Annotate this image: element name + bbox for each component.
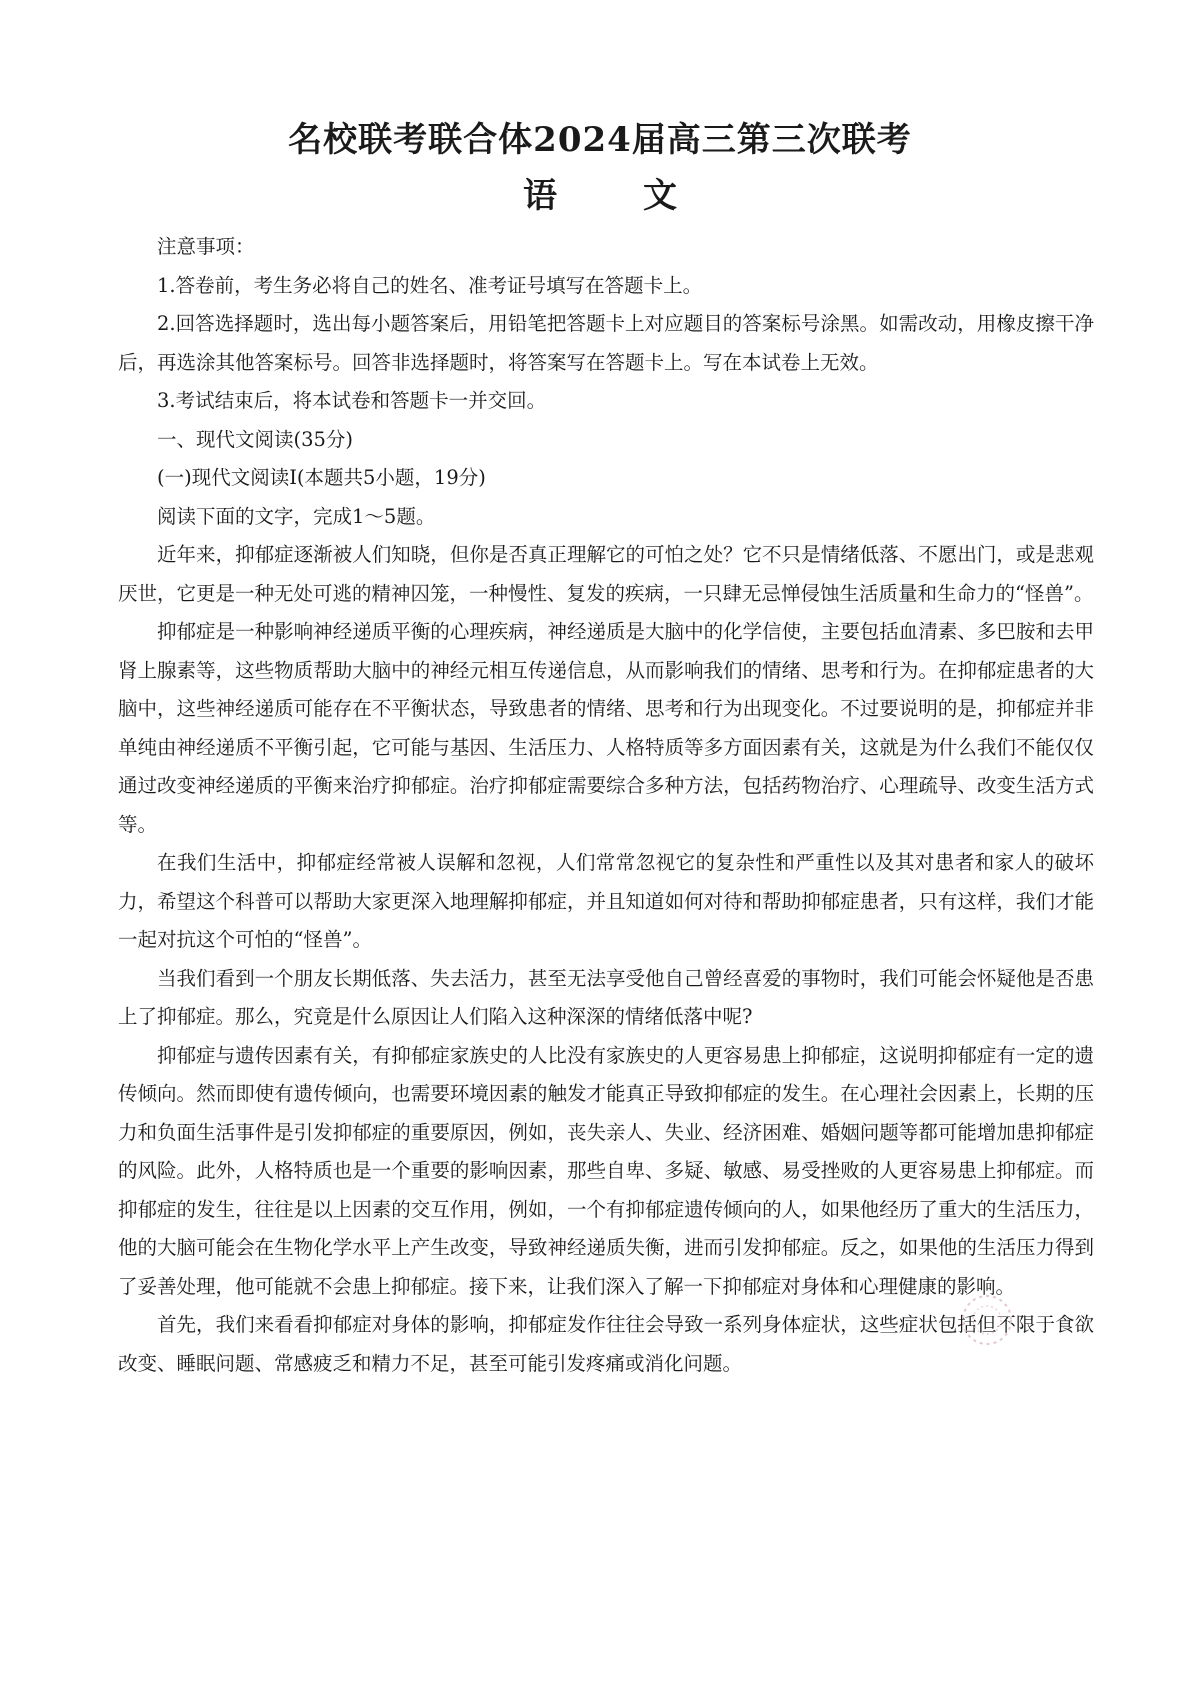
notice-item: 1.答卷前，考生务必将自己的姓名、准考证号填写在答题卡上。 [157, 273, 703, 297]
section-sub-heading: (一)现代文阅读Ⅰ(本题共5小题，19分) [157, 466, 486, 489]
exam-content [118, 228, 1094, 1383]
passage-paragraph: 在我们生活中，抑郁症经常被人误解和忽视，人们常常忽视它的复杂性和严重性以及其对患者和家人的破坏力，希望这个科普可以帮助大家更深入地理解抑郁症，并且知道如何对待和帮助抑郁症患者，只有这样，我们才能一起对抗这个可怕的“怪兽”。 [118, 851, 1094, 951]
notice-item: 3.考试结束后，将本试卷和答题卡一并交回。 [157, 389, 547, 412]
passage-paragraph: 首先，我们来看看抑郁症对身体的影响，抑郁症发作往往会导致一系列身体症状，这些症状包括但不限于食欲改变、睡眠问题、常感疲乏和精力不足，甚至可能引发疼痛或消化问题。 [118, 1313, 1094, 1375]
exam-title: 名校联考联合体2024届高三第三次联考 [288, 120, 912, 160]
notice-heading: 注意事项： [157, 235, 255, 258]
section-heading: 一、现代文阅读(35分) [157, 427, 354, 451]
passage-paragraph: 抑郁症与遗传因素有关，有抑郁症家族史的人比没有家族史的人更容易患上抑郁症，这说明抑郁症有一定的遗传倾向。然而即使有遗传倾向，也需要环境因素的触发才能真正导致抑郁症的发生。在心理社会因素上，长期的压力和负面生活事件是引发抑郁症的重要原因，例如，丧失亲人、失业、经济困难、婚姻问题等都可能增加患抑郁症的风险。此外，人格特质也是一个重要的影响因素，那些自卑、多疑、敏感、易受挫败的人更容易患上抑郁症。而抑郁症的发生，往往是以上因素的交互作用，例如，一个有抑郁症遗传倾向的人，如果他经历了重大的生活压力，他的大脑可能会在生物化学水平上产生改变，导致神经递质失衡，进而引发抑郁症。反之，如果他的生活压力得到了妥善处理，他可能就不会患上抑郁症。接下来，让我们深入了解一下抑郁症对身体和心理健康的影响。 [118, 1043, 1094, 1298]
reading-instruction: 阅读下面的文字，完成1～5题。 [157, 504, 436, 528]
passage-paragraph: 近年来，抑郁症逐渐被人们知晓，但你是否真正理解它的可怕之处？它不只是情绪低落、不愿出门，或是悲观厌世，它更是一种无处可逃的精神囚笼，一种慢性、复发的疾病，一只肆无忌惮侵蚀生活质量和生命力的“怪兽”。 [118, 543, 1094, 605]
subject-title: 语 文 [523, 176, 703, 216]
faint-stamp-mark [952, 1285, 1022, 1355]
passage-paragraph: 抑郁症是一种影响神经递质平衡的心理疾病，神经递质是大脑中的化学信使，主要包括血清素、多巴胺和去甲肾上腺素等，这些物质帮助大脑中的神经元相互传递信息，从而影响我们的情绪、思考和行为。在抑郁症患者的大脑中，这些神经递质可能存在不平衡状态，导致患者的情绪、思考和行为出现变化。不过要说明的是，抑郁症并非单纯由神经递质不平衡引起，它可能与基因、生活压力、人格特质等多方面因素有关，这就是为什么我们不能仅仅通过改变神经递质的平衡来治疗抑郁症。治疗抑郁症需要综合多种方法，包括药物治疗、心理疏导、改变生活方式等。 [118, 620, 1094, 836]
passage-paragraph: 当我们看到一个朋友长期低落、失去活力，甚至无法享受他自己曾经喜爱的事物时，我们可能会怀疑他是否患上了抑郁症。那么，究竟是什么原因让人们陷入这种深深的情绪低落中呢? [118, 966, 1094, 1028]
notice-item: 2.回答选择题时，选出每小题答案后，用铅笔把答题卡上对应题目的答案标号涂黑。如需改动，用橡皮擦干净后，再选涂其他答案标号。回答非选择题时，将答案写在答题卡上。写在本试卷上无效。 [118, 312, 1094, 374]
